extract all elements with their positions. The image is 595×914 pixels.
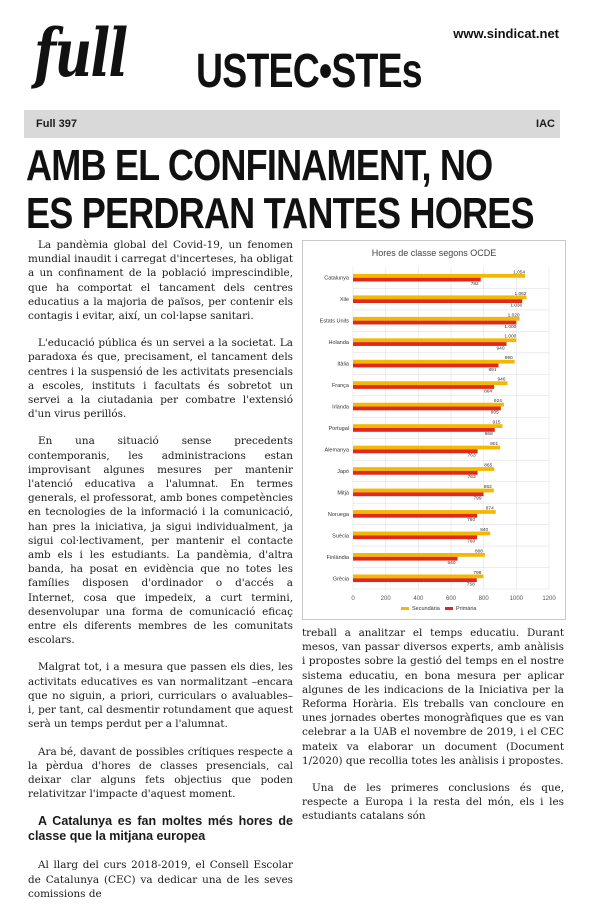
data-label: 990 (504, 356, 513, 362)
data-label: 763 (467, 475, 476, 481)
bar (353, 532, 490, 536)
legend-swatch (401, 607, 409, 610)
data-label: 1.036 (510, 303, 523, 309)
data-label: 798 (473, 570, 482, 576)
legend-entry: Primària (456, 606, 477, 612)
bar (353, 338, 516, 342)
bar (353, 299, 522, 303)
data-label: 940 (496, 346, 505, 352)
bar (353, 381, 508, 385)
bar (353, 467, 494, 471)
data-label: 915 (492, 420, 501, 426)
data-label: 640 (447, 561, 456, 566)
x-tick-label: 1200 (542, 596, 556, 602)
x-tick-label: 0 (351, 596, 355, 602)
category-label: Portugal (328, 426, 349, 432)
hours-chart (303, 241, 565, 619)
headline-line-1: AMB EL CONFINAMENT, NO (26, 141, 493, 190)
category-label: Grècia (332, 576, 349, 583)
bar (353, 428, 495, 432)
data-label: 905 (490, 410, 499, 416)
category-label: Estats Units (319, 318, 349, 325)
data-label: 865 (484, 463, 493, 469)
section-subhead: A Catalunya es fan moltes més hores de classe que la mitjana europea (28, 814, 293, 844)
right-column (302, 626, 564, 837)
x-tick-label: 400 (413, 596, 424, 602)
x-tick-label: 800 (478, 596, 489, 602)
category-label: Mitjà (337, 490, 349, 497)
bar (353, 446, 500, 450)
bar (353, 574, 483, 578)
data-label: 901 (490, 442, 499, 448)
category-label: Alemanya (324, 447, 349, 454)
data-label: 1.020 (507, 313, 520, 319)
category-label: Japó (337, 468, 349, 475)
category-label: França (331, 383, 349, 390)
logo-full: full (34, 14, 127, 92)
category-label: Itàlia (337, 361, 349, 368)
legend-swatch (445, 607, 453, 610)
category-label: Xile (339, 297, 349, 304)
category-label: Irlanda (332, 404, 349, 411)
bar (353, 471, 478, 475)
data-label: 808 (474, 549, 483, 555)
data-label: 1.000 (504, 324, 517, 330)
x-tick-label: 600 (445, 596, 457, 602)
data-label: 760 (467, 518, 476, 524)
left-column (28, 238, 293, 914)
bar (353, 449, 478, 453)
bar (353, 360, 515, 364)
bar (353, 553, 485, 557)
data-label: 946 (497, 377, 506, 383)
paragraph: La pandèmia global del Covid-19, un fenomen mundial inaudit i carregat d'incerteses, ha obligat a un confinament de la població imprescindible, que ha comportat el tancament dels centres educatius a la majoria de països, per contenir els contagis i evitar, així, un col·lapse sanitari. (28, 239, 293, 323)
bar (353, 321, 516, 325)
category-label: Suècia (332, 533, 349, 540)
bar (353, 295, 526, 299)
paragraph: Malgrat tot, i a mesura que passen els dies, les activitats educatives es van normalitzant –encara que no siguin, a priori, curriculars o avaluables– i, per tant, cal desmentir rotundament que aquest serà un temps perdut per a l'alumnat. (28, 661, 293, 731)
data-label: 840 (480, 527, 489, 533)
data-label: 1.062 (514, 291, 527, 297)
issue-number: Full 397 (36, 118, 77, 130)
bar (353, 403, 504, 407)
data-label: 760 (467, 539, 476, 545)
paragraph: L'educació pública és un servei a la societat. La paradoxa és que, precisament, el tancament dels centres i la suspensió de les activitats presencials a escoles, instituts i facultats és sobretot un servei a la ciutadania per combatre l'extensió d'un virus perillós. (28, 337, 293, 421)
paragraph: Una de les primeres conclusions és que, respecte a Europa i la resta del món, els i les estudiants catalans són (302, 782, 564, 823)
category-label: Catalunya (324, 275, 349, 282)
paragraph: Al llarg del curs 2018-2019, el Consell Escolar de Catalunya (CEC) va dedicar una de les seves comissions de (28, 859, 293, 900)
logo-ustec-stes: USTEC•STEs (196, 45, 422, 98)
data-label: 1.000 (504, 334, 517, 340)
bar (353, 385, 494, 389)
bar (353, 557, 458, 561)
paragraph: Ara bé, davant de possibles crítiques respecte a la pèrdua d'hores de classes presencials, cal deixar clar alguns fets objectius que poden relativitzar l'impacte d'aquest moment. (28, 745, 293, 801)
headline-line-2: ES PERDRAN TANTES HORES (26, 189, 534, 238)
headline (26, 141, 534, 238)
x-tick-label: 200 (380, 596, 391, 602)
bar (353, 317, 520, 321)
data-label: 758 (466, 582, 475, 588)
bar (353, 535, 477, 539)
bar (353, 278, 481, 282)
data-label: 874 (485, 506, 494, 512)
data-label: 862 (483, 485, 492, 490)
category-label: Noruega (327, 511, 349, 518)
data-label: 1.054 (513, 270, 526, 276)
issue-bar (24, 110, 560, 138)
data-label: 782 (470, 281, 479, 287)
data-label: 864 (484, 389, 493, 395)
website-link[interactable]: www.sindicat.net (453, 26, 559, 41)
bar (353, 578, 477, 582)
category-label: Finlàndia (326, 554, 349, 561)
bar (353, 492, 484, 496)
category-label: IAC (536, 118, 555, 130)
bar (353, 274, 525, 278)
bar (353, 510, 496, 514)
data-label: 891 (488, 367, 497, 373)
legend-entry: Secundària (412, 606, 440, 612)
bar (353, 424, 502, 428)
bar (353, 364, 499, 368)
category-label: Holanda (328, 340, 349, 347)
bar (353, 407, 501, 411)
bar (353, 342, 507, 346)
bar (353, 489, 494, 493)
bar (353, 514, 477, 518)
data-label: 868 (484, 432, 493, 438)
paragraph: En una situació sense precedents contemporanis, les administracions estan improvisant algunes mesures per mantenir l'atenció educativa a l'alumnat. En termes generals, el professorat, amb bones competències en tecnologies de la informació i la comunicació, han pres la iniciativa, ja sigui individualment, ja sigui col·lectivament, per mantenir el contacte amb els i les estudiants. La pandèmia, d'altra banda, ha posat en evidència que no totes les famílies disposen d'ordinador o d'accés a Internet, cosa que impedeix, a curt termini, desenvolupar una forma de comunicació eficaç entre els diferents membres de les comunitats escolars. (28, 435, 293, 647)
data-label: 799 (473, 496, 482, 502)
data-label: 763 (467, 453, 476, 459)
chart-title: Hores de classe segons OCDE (371, 248, 497, 258)
chart-frame (302, 240, 566, 620)
x-tick-label: 1000 (509, 596, 524, 602)
paragraph: treball a analitzar el temps educatiu. Durant mesos, van passar diversos experts, amb anàlisis i propostes sobre la gestió del temps en el nostre sistema educatiu, en bona mesura per aplicar algunes de les indicacions de la Iniciativa per la Reforma Horària. Els treballs van concloure en unes jornades obertes monogràfiques que es van celebrar a la UAB el novembre de 2019, i el CEC mateix va elaborar un document (Document 1/2020) que recollia totes les anàlisis i propostes. (302, 627, 564, 767)
data-label: 924 (493, 399, 502, 405)
